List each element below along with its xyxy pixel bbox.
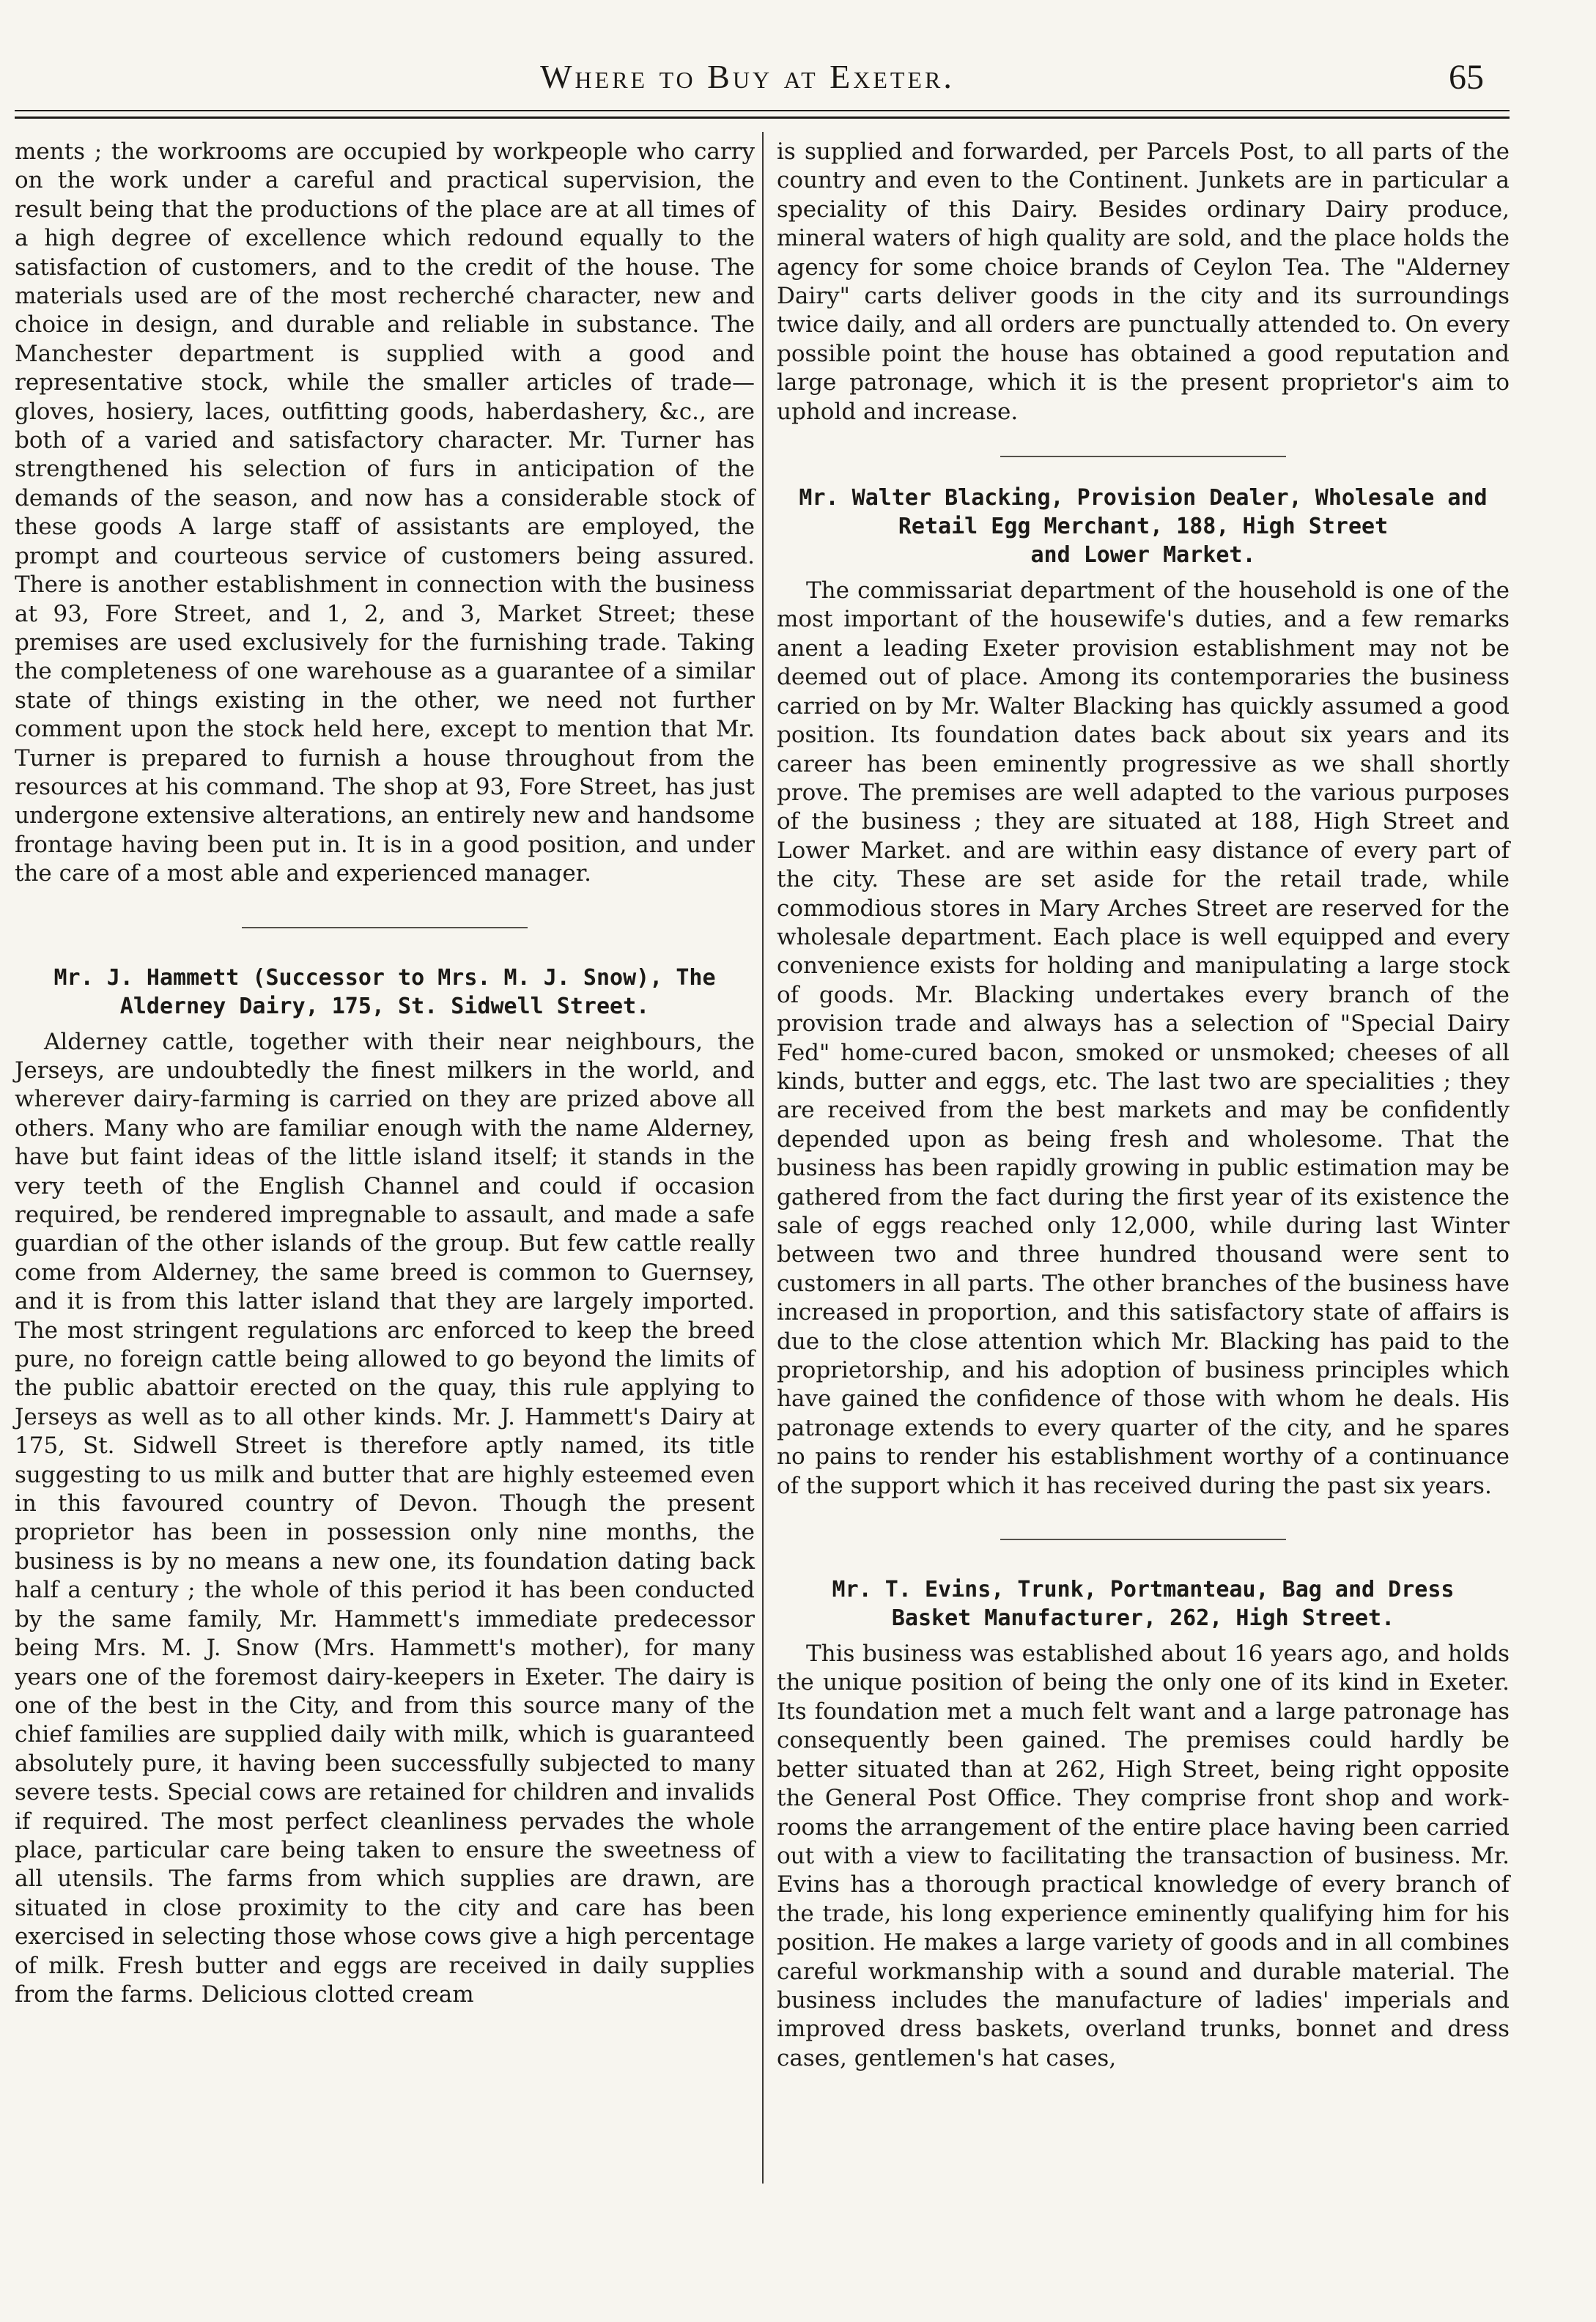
heading-line: Mr. Walter Blacking, Provision Dealer, Wholesale and bbox=[799, 485, 1488, 511]
article-separator bbox=[1000, 1539, 1286, 1540]
turner-article-continuation: ments ; the workrooms are occupied by workpeople who carry on the work under a careful and practical supervision, the result being that the productions of the place are at all times of a high degree of excellence which redound equally to the satisfaction of customers, and to the credit of the house. The materials used are of the most recherché character, new and choice in design, and durable and reliable in substance. The Manchester department is supplied with a good and representative stock, while the smaller articles of trade—gloves, hosiery, laces, outfitting goods, haberdashery, &c., are both of a varied and satisfactory character. Mr. Turner has strengthened his selection of furs in anticipation of the demands of the season, and now has a considerable stock of these goods A large staff of assistants are employed, the prompt and courteous service of customers being assured. There is another establishment in connection with the business at 93, Fore Street, and 1, 2, and 3, Market Street; these premises are used exclusively for the furnishing trade. Taking the completeness of one warehouse as a guarantee of a similar state of things existing in the other, we need not further comment upon the stock held here, except to mention that Mr. Turner is prepared to furnish a house throughout from the resources at his command. The shop at 93, Fore Street, has just undergone extensive alterations, an entirely new and handsome frontage having been put in. It is in a good position, and under the care of a most able and experienced manager. bbox=[15, 138, 755, 887]
heading-line: Alderney Dairy, 175, St. Sidwell Street. bbox=[119, 993, 650, 1019]
article-separator bbox=[242, 927, 528, 928]
column-divider bbox=[762, 132, 764, 2184]
evins-article-body: This business was established about 16 years ago, and holds the unique position of being the only one of its kind in Exeter. Its foundation met a much felt want and a large patronage has consequently been gained. The premises could hardly be better situated than at 262, High Street, being right opposite the General Post Office. They comprise front shop and work-rooms the arrangement of the entire place having been carried out with a view to facilitating the transaction of business. Mr. Evins has a thorough practical knowledge of every branch of the trade, his long experience eminently qualifying him for his position. He makes a large variety of goods and in all combines careful workmanship with a sound and durable material. The business includes the manufacture of ladies' imperials and improved dress baskets, overland trunks, bonnet and dress cases, gentlemen's hat cases, bbox=[777, 1641, 1510, 2071]
heading-line: Mr. J. Hammett (Successor to Mrs. M. J. Snow), The bbox=[53, 964, 716, 991]
running-title: Where to Buy at Exeter. bbox=[540, 58, 955, 95]
header-double-rule bbox=[15, 110, 1510, 119]
page-number: 65 bbox=[1449, 58, 1484, 97]
heading-line: and Lower Market. bbox=[1030, 542, 1256, 569]
hammett-article-heading bbox=[15, 964, 755, 1021]
evins-article-heading bbox=[777, 1575, 1510, 1633]
article-separator bbox=[1000, 456, 1286, 457]
heading-line: Retail Egg Merchant, 188, High Street bbox=[898, 514, 1389, 540]
heading-line: Basket Manufacturer, 262, High Street. bbox=[891, 1605, 1395, 1632]
right-column bbox=[777, 138, 1510, 2073]
hammett-article-continuation: is supplied and forwarded, per Parcels Post, to all parts of the country and even to the Continent. Junkets are in particular a speciality of this Dairy. Besides ordinary Dairy produce, mineral waters of high quality are sold, and the place holds the agency for some choice brands of Ceylon Tea. The "Alderney Dairy" carts deliver goods in the city and its surroundings twice daily, and all orders are punctually attended to. On every possible point the house has obtained a good reputation and large patronage, which it is the present proprietor's aim to uphold and increase. bbox=[777, 138, 1510, 425]
left-column bbox=[15, 138, 755, 2009]
blacking-article-heading bbox=[777, 484, 1510, 569]
blacking-article-body: The commissariat department of the household is one of the most important of the housewife's duties, and a few remarks anent a leading Exeter provision establishment may not be deemed out of place. Among its contemporaries the business carried on by Mr. Walter Blacking has quickly assumed a good position. Its foundation dates back about six years and its career has been eminently progressive as we shall shortly prove. The premises are well adapted to the various purposes of the business ; they are situated at 188, High Street and Lower Market. and are within easy distance of every part of the city. These are set aside for the retail trade, while commodious stores in Mary Arches Street are reserved for the wholesale department. Each place is well equipped and every convenience exists for holding and manipulating a large stock of goods. Mr. Blacking undertakes every branch of the provision trade and always has a selection of "Special Dairy Fed" home-cured bacon, smoked or unsmoked; cheeses of all kinds, butter and eggs, etc. The last two are specialities ; they are received from the best markets and may be confidently depended upon as being fresh and wholesome. That the business has been rapidly growing in public estimation may be gathered from the fact during the first year of its existence the sale of eggs reached only 12,000, while during last Winter between two and three hundred thousand were sent to customers in all parts. The other branches of the business have increased in proportion, and this satisfactory state of affairs is due to the close attention which Mr. Blacking has paid to the proprietorship, and his adoption of business principles which have gained the confidence of those with whom he deals. His patronage extends to every quarter of the city, and he spares no pains to render his establishment worthy of a continuance of the support which it has received during the past six years. bbox=[777, 577, 1510, 1499]
page-header bbox=[15, 57, 1484, 108]
hammett-article-body: Alderney cattle, together with their near neighbours, the Jerseys, are undoubtedly the finest milkers in the world, and wherever dairy-farming is carried on they are prized above all others. Many who are familiar enough with the name Alderney, have but faint ideas of the little island itself; it stands in the very teeth of the English Channel and could if occasion required, be rendered impregnable to assault, and made a safe guardian of the other islands of the group. But few cattle really come from Alderney, the same breed is common to Guernsey, and it is from this latter island that they are largely imported. The most stringent regulations arc enforced to keep the breed pure, no foreign cattle being allowed to go beyond the limits of the public abattoir erected on the quay, this rule applying to Jerseys as well as to all other kinds. Mr. J. Hammett's Dairy at 175, St. Sidwell Street is therefore aptly named, its title suggesting to us milk and butter that are highly esteemed even in this favoured country of Devon. Though the present proprietor has been in possession only nine months, the business is by no means a new one, its foundation dating back half a century ; the whole of this period it has been conducted by the same family, Mr. Hammett's immediate predecessor being Mrs. M. J. Snow (Mrs. Hammett's mother), for many years one of the foremost dairy-keepers in Exeter. The dairy is one of the best in the City, and from this source many of the chief families are supplied daily with milk, which is guaranteed absolutely pure, it having been successfully subjected to many severe tests. Special cows are retained for children and invalids if required. The most perfect cleanliness pervades the whole place, particular care being taken to ensure the sweetness of all utensils. The farms from which supplies are drawn, are situated in close proximity to the city and care has been exercised in selecting those whose cows give a high percentage of milk. Fresh butter and eggs are received in daily supplies from the farms. Delicious clotted cream bbox=[15, 1028, 755, 2008]
heading-line: Mr. T. Evins, Trunk, Portmanteau, Bag and Dress bbox=[832, 1577, 1455, 1603]
